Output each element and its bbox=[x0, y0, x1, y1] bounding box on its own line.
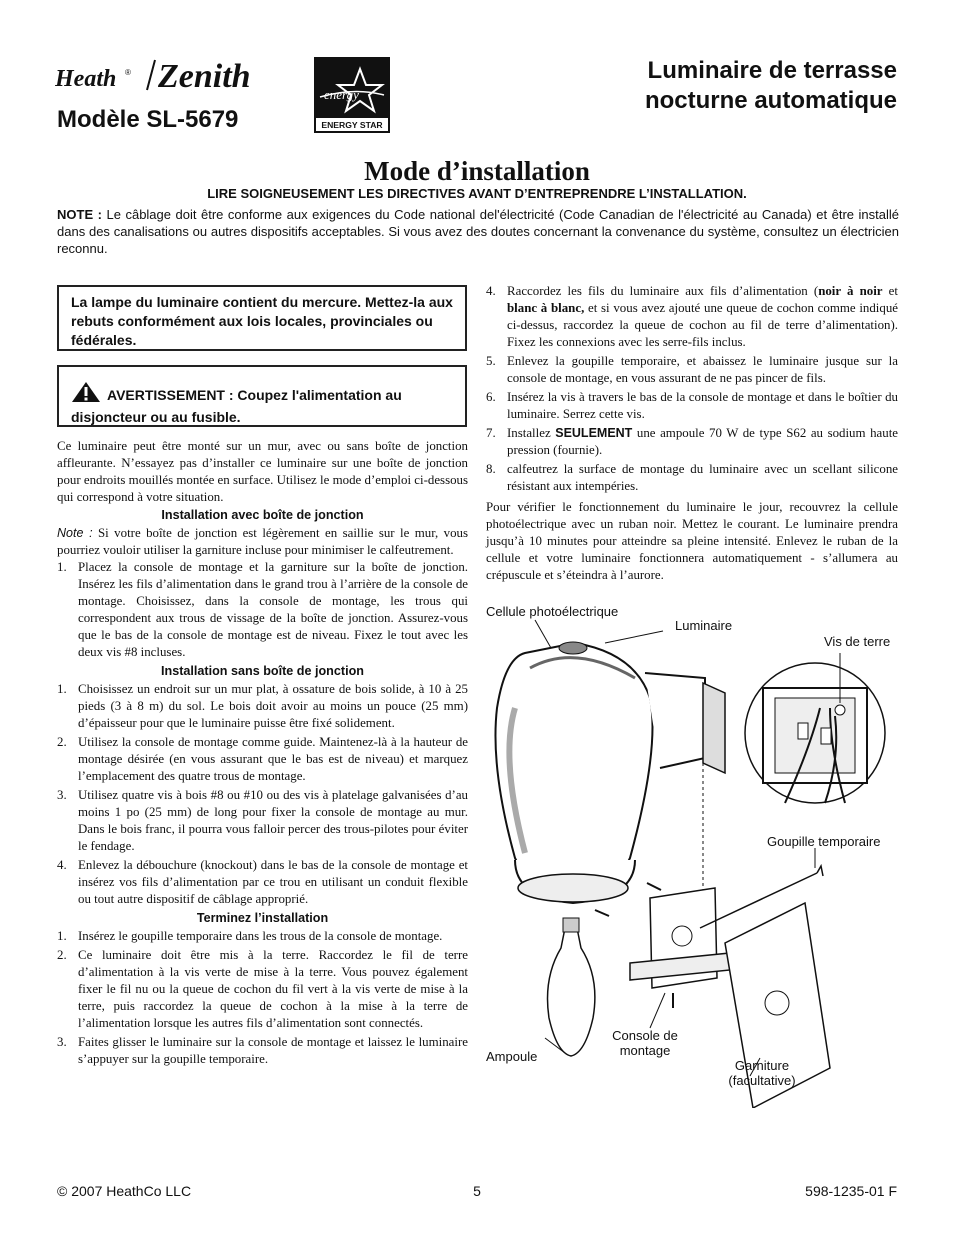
product-title-line2: nocturne automatique bbox=[644, 87, 897, 114]
step-number: 1. bbox=[57, 560, 67, 574]
step-text: Installez bbox=[507, 426, 556, 440]
step-number: 4. bbox=[486, 284, 496, 298]
step-number: 6. bbox=[486, 390, 496, 404]
step-number: 8. bbox=[486, 462, 496, 476]
step-text: Raccordez les fils du luminaire aux fils d’alimentation ( bbox=[507, 284, 819, 298]
label-ground-screw: Vis de terre bbox=[824, 634, 891, 649]
left-column bbox=[57, 438, 468, 1068]
step-text-bold: noir à noir bbox=[818, 284, 883, 298]
part-number: 598-1235-01 F bbox=[805, 1183, 897, 1199]
step-text: Faites glisser le luminaire sur la console de montage et laissez le luminaire s’appuyer sur la goupille temporaire. bbox=[78, 1035, 468, 1066]
list-item bbox=[57, 1034, 468, 1068]
warning-text: AVERTISSEMENT : Coupez l'alimentation au disjoncteur ou au fusible. bbox=[71, 387, 402, 425]
warning-triangle-icon bbox=[71, 381, 101, 408]
section-note-text: Si votre boîte de jonction est légèrement en saillie sur le mur, vous pourriez vouloir utiliser la garniture incluse pour minimiser le calfeutrement. bbox=[57, 526, 468, 557]
step-text-bold: SEULEMENT bbox=[555, 426, 633, 440]
label-mounting-bracket-line1: Console de bbox=[612, 1028, 678, 1043]
product-title bbox=[645, 56, 897, 116]
list-item bbox=[57, 559, 468, 661]
note-text: Le câblage doit être conforme aux exigences du Code national del'électricité (Code Canadian de l'électricité au Canada) et être installé dans des canalisations ou autres dispositifs acceptables. Si vous avez des doutes concernant la convenance du système, consultez un électricien reconnu. bbox=[57, 207, 899, 256]
label-trim bbox=[721, 1058, 803, 1088]
right-column bbox=[486, 283, 898, 584]
energy-star-label: ENERGY STAR bbox=[321, 120, 383, 130]
step-text: et bbox=[882, 284, 898, 298]
label-photocell: Cellule photoélectrique bbox=[486, 604, 619, 619]
list-item bbox=[57, 947, 468, 1032]
label-luminaire: Luminaire bbox=[675, 618, 733, 633]
section-title-with-box: Installation avec boîte de jonction bbox=[161, 508, 364, 522]
label-trim-line2: (facultative) bbox=[728, 1073, 796, 1088]
section-title-finish: Terminez l’installation bbox=[196, 911, 329, 925]
step-text: Placez la console de montage et la garniture sur la boîte de jonction. Insérez les fils d’alimentation dans le grand trou à l’arrière de la console de montage. Choisissez, dans la console de montage, les trous qui correspondent aux trous de vissage de la boîte de jonction. Assurez-vous que le bas de la console de montage est de niveau. Fixez le tout avec les deux vis #8 incluses. bbox=[78, 560, 468, 659]
copyright: © 2007 HeathCo LLC bbox=[57, 1183, 192, 1199]
read-instructions-banner: LIRE SOIGNEUSEMENT LES DIRECTIVES AVANT D’ENTREPRENDRE L’INSTALLATION. bbox=[207, 186, 747, 201]
wiring-note bbox=[57, 206, 899, 257]
steps-with-box bbox=[57, 559, 468, 661]
label-mounting-bracket-line2: montage bbox=[619, 1043, 671, 1058]
intro-paragraph: Ce luminaire peut être monté sur un mur, avec ou sans boîte de jonction affleurante. N’essayez pas d’installer ce luminaire sur une boîte de jonction pour endroits mouillés montée en surface. Utilisez le mode d’emploi ci-dessous qui correspond à votre situation. bbox=[57, 439, 468, 504]
step-text: Ce luminaire doit être mis à la terre. Raccordez le fil de terre d’alimentation à la vis verte de mise à la terre. Vous pouvez également fixer le fil nu ou la queue de cochon du fil vert à la vis verte de mise à la terre, puis raccordez la queue de cochon à la mise à la terre de l’alimentation lorsque les autres fils d’alimentation sont connectés. bbox=[78, 948, 468, 1030]
step-number: 5. bbox=[486, 354, 496, 368]
product-title-line1: Luminaire de terrasse bbox=[647, 57, 897, 84]
brand-heath: Heath bbox=[55, 66, 117, 92]
steps-finish-continued bbox=[486, 283, 898, 495]
brand-zenith: Zenith bbox=[158, 58, 251, 95]
list-item bbox=[57, 734, 468, 785]
list-item bbox=[486, 283, 898, 351]
note-label: NOTE : bbox=[57, 207, 102, 222]
step-number: 3. bbox=[57, 788, 67, 802]
page-title: Mode d’installation bbox=[364, 156, 590, 186]
step-text: Enlevez la goupille temporaire, et abaissez le luminaire jusque sur la console de montage, en vous assurant de ne pas pincer de fils. bbox=[507, 354, 898, 385]
list-item bbox=[486, 461, 898, 495]
step-text: Utilisez quatre vis à bois #8 ou #10 ou des vis à platelage galvanisées d’au moins 1 po (25 mm) de long pour fixer la console de montage au mur. Dans le bois franc, il pourra vous falloir percer des trous-pilotes pour éviter le fendage. bbox=[78, 788, 468, 853]
page-number: 5 bbox=[473, 1183, 481, 1199]
list-item bbox=[486, 353, 898, 387]
step-text: Enlevez la débouchure (knockout) dans le bas de la console de montage et insérez vos fils d’alimentation par ce trou en utilisant un conduit flexible ou tout autre dispositif de câblage approprié. bbox=[78, 858, 468, 906]
list-item bbox=[486, 389, 898, 423]
installation-diagram bbox=[485, 598, 905, 1108]
model-number: Modèle SL-5679 bbox=[57, 106, 239, 133]
step-number: 2. bbox=[57, 948, 67, 962]
step-text-bold: blanc à blanc, bbox=[507, 301, 585, 315]
steps-without-box bbox=[57, 681, 468, 908]
section-note bbox=[57, 525, 468, 559]
list-item bbox=[57, 857, 468, 908]
step-number: 4. bbox=[57, 858, 67, 872]
label-bulb: Ampoule bbox=[486, 1049, 538, 1064]
step-text: une ampoule 70 W de type S62 au sodium haute pression (fournie). bbox=[507, 426, 899, 457]
mercury-notice: La lampe du luminaire contient du mercure. Mettez-la aux rebuts conformément aux lois locales, provinciales ou fédérales. bbox=[57, 285, 467, 351]
step-text: Insérez le goupille temporaire dans les trous de la console de montage. bbox=[78, 929, 443, 943]
list-item bbox=[57, 681, 468, 732]
label-trim-line1: Garniture bbox=[734, 1058, 790, 1073]
label-temporary-pin: Goupille temporaire bbox=[767, 834, 881, 849]
svg-text:®: ® bbox=[125, 68, 131, 77]
steps-finish bbox=[57, 928, 468, 1068]
section-note-label: Note : bbox=[57, 526, 93, 540]
step-number: 3. bbox=[57, 1035, 67, 1049]
list-item bbox=[57, 787, 468, 855]
step-text: Choisissez un endroit sur un mur plat, à ossature de bois solide, à 10 à 25 pieds (3 à 8 m) du sol. Le bois doit avoir au moins un pouce (25 mm) d’épaisseur pour que le luminaire puisse être fixé solidement. bbox=[78, 682, 468, 730]
list-item bbox=[486, 425, 898, 459]
energy-star-script: energy bbox=[324, 87, 359, 102]
energy-star-logo bbox=[314, 57, 390, 133]
step-text: Insérez la vis à travers le bas de la console de montage et dans le boîtier du luminaire. Serrez cette vis. bbox=[507, 390, 898, 421]
label-mounting-bracket bbox=[607, 1028, 683, 1058]
bulb bbox=[548, 928, 595, 1056]
photocell bbox=[559, 642, 587, 654]
step-text: et si vous avez ajouté une queue de cochon comme indiqué ci-dessus, raccordez la queue de cochon au fil de terre d’alimentation). Fixez les connexions avec les serre-fils inclus. bbox=[507, 301, 898, 349]
warning-notice bbox=[57, 365, 467, 427]
step-number: 2. bbox=[57, 735, 67, 749]
step-text: calfeutrez la surface de montage du luminaire avec un scellant silicone résistant aux intempéries. bbox=[507, 462, 898, 493]
list-item bbox=[57, 928, 468, 945]
closing-paragraph: Pour vérifier le fonctionnement du luminaire le jour, recouvrez la cellule photoélectrique avec un ruban noir. Mettez le courant. Le luminaire prendra jusqu’à 10 minutes pour atteindre sa pleine intensité. Enlevez le ruban de la cellule et votre luminaire fonctionnera automatiquement - s’allumera au crépuscule et s’éteindra à l’aurore. bbox=[486, 500, 898, 582]
step-number: 7. bbox=[486, 426, 496, 440]
step-text: Utilisez la console de montage comme guide. Maintenez-là à la hauteur de montage désirée (en vous assurant que le bas est de niveau) et marquez l’emplacement des quatre trous de montage. bbox=[78, 735, 468, 783]
step-number: 1. bbox=[57, 682, 67, 696]
section-title-without-box: Installation sans boîte de jonction bbox=[161, 664, 364, 678]
brand-logo bbox=[55, 56, 295, 96]
step-number: 1. bbox=[57, 929, 67, 943]
